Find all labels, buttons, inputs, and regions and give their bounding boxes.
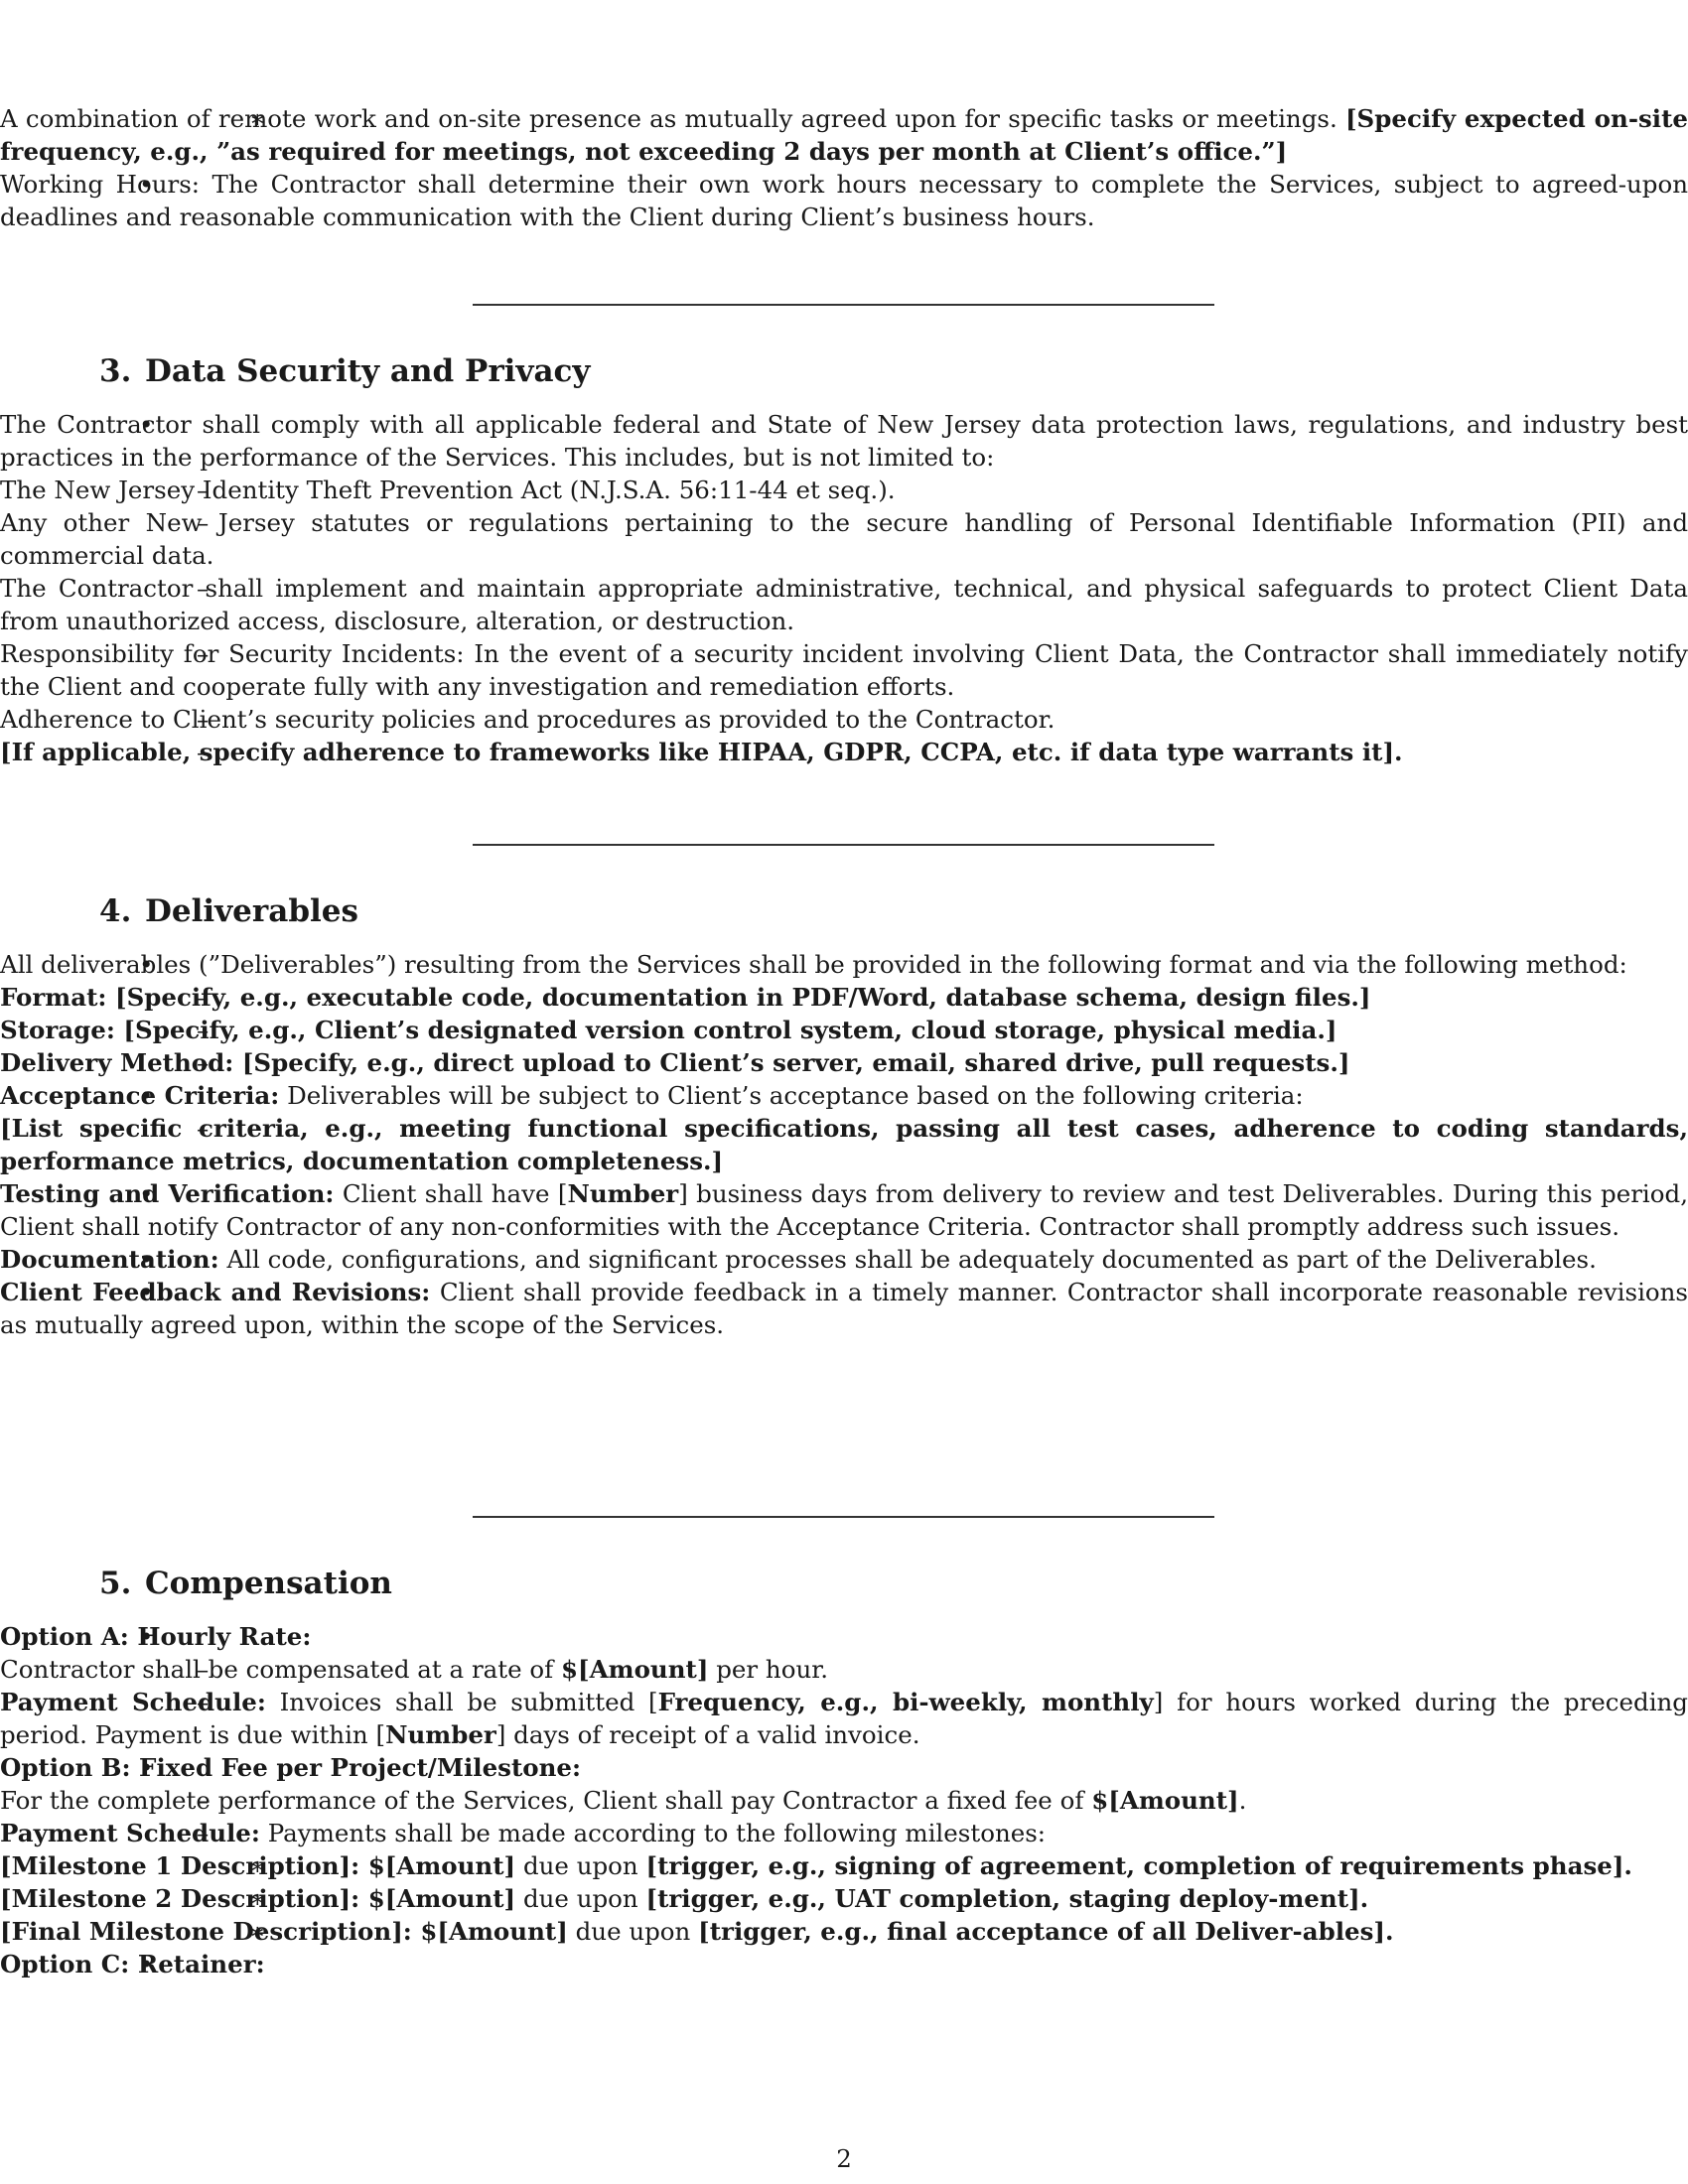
top-continuation [0,102,1688,233]
list-item: – Delivery Method: [Specify, e.g., direct upload to Client’s server, email, shared drive, pull requests.] [0,1046,1688,1079]
list-item: • Acceptance Criteria: Deliverables will be subject to Client’s acceptance based on the following criteria: [0,1079,1688,1112]
section-divider [473,1516,1214,1518]
list-item: – Format: [Specify, e.g., executable code, documentation in PDF/Word, database schema, design files.] [0,981,1688,1014]
list-item: – [If applicable, specify adherence to frameworks like HIPAA, GDPR, CCPA, etc. if data type warrants it]. [0,736,1688,768]
page-number: 2 [836,2144,852,2173]
list-item: • Option B: Fixed Fee per Project/Milestone: [0,1751,1688,1784]
section-5-body [0,1620,1688,1980]
list-item: – Payment Schedule: Invoices shall be submitted [Frequency, e.g., bi-weekly, monthly] for hours worked during the preceding period. Payment is due within [Number] days of receipt of a valid invoice. [0,1686,1688,1751]
list-item: – For the complete performance of the Services, Client shall pay Contractor a fixed fee of $[Amount]. [0,1784,1688,1817]
list-item: ∗ A combination of remote work and on-site presence as mutually agreed upon for specific tasks or meetings. [Specify expected on-site frequency, e.g., ”as required for meetings, not exceeding 2 days per month at Client’s office.”] [0,102,1688,168]
list-item: • All deliverables (”Deliverables”) resulting from the Services shall be provided in the following format and via the following method: [0,948,1688,981]
list-item: – Responsibility for Security Incidents: In the event of a security incident involving Client Data, the Contractor shall immediately notify the Client and cooperate fully with any investigation and remediation efforts. [0,637,1688,703]
list-item: – Storage: [Specify, e.g., Client’s designated version control system, cloud storage, physical media.] [0,1014,1688,1046]
section-heading-3: 3. Data Security and Privacy [99,353,591,389]
section-divider [473,844,1214,846]
list-item: – Contractor shall be compensated at a rate of $[Amount] per hour. [0,1653,1688,1686]
section-3-body [0,408,1688,768]
list-item: – Any other New Jersey statutes or regulations pertaining to the secure handling of Personal Identifiable Information (PII) and commercial data. [0,506,1688,572]
list-item: – [List specific criteria, e.g., meeting functional specifications, passing all test cases, adherence to coding standards, performance metrics, documentation completeness.] [0,1112,1688,1177]
list-item: – The Contractor shall implement and maintain appropriate administrative, technical, and physical safeguards to protect Client Data from unauthorized access, disclosure, alteration, or destruction. [0,572,1688,637]
list-item: • Documentation: All code, configurations, and significant processes shall be adequately documented as part of the Deliverables. [0,1243,1688,1276]
milestone-item: ∗ [Final Milestone Description]: $[Amount] due upon [trigger, e.g., final acceptance of all Deliver-ables]. [0,1915,1688,1948]
milestone-item: ∗ [Milestone 2 Description]: $[Amount] due upon [trigger, e.g., UAT completion, staging deploy-ment]. [0,1882,1688,1915]
section-heading-5: 5. Compensation [99,1566,392,1601]
list-item-working-hours: • Working Hours: The Contractor shall determine their own work hours necessary to complete the Services, subject to agreed-upon deadlines and reasonable communication with the Client during Client’s business hours. [0,168,1688,233]
list-item: – The New Jersey Identity Theft Prevention Act (N.J.S.A. 56:11-44 et seq.). [0,474,1688,506]
section-divider [473,304,1214,306]
list-item: – Adherence to Client’s security policies and procedures as provided to the Contractor. [0,703,1688,736]
list-item: • Option C: Retainer: [0,1948,1688,1980]
list-item: • Client Feedback and Revisions: Client shall provide feedback in a timely manner. Contractor shall incorporate reasonable revisions as mutually agreed upon, within the scope of the Services. [0,1276,1688,1341]
section-4-body [0,948,1688,1341]
milestone-item: ∗ [Milestone 1 Description]: $[Amount] due upon [trigger, e.g., signing of agreement, completion of requirements phase]. [0,1849,1688,1882]
list-item: – Payment Schedule: Payments shall be made according to the following milestones: [0,1817,1688,1849]
list-item: • The Contractor shall comply with all applicable federal and State of New Jersey data protection laws, regulations, and industry best practices in the performance of the Services. This includes, but is not limited to: [0,408,1688,474]
list-item: • Testing and Verification: Client shall have [Number] business days from delivery to review and test Deliverables. During this period, Client shall notify Contractor of any non-conformities with the Acceptance Criteria. Contractor shall promptly address such issues. [0,1177,1688,1243]
list-item: • Option A: Hourly Rate: [0,1620,1688,1653]
section-heading-4: 4. Deliverables [99,893,358,929]
